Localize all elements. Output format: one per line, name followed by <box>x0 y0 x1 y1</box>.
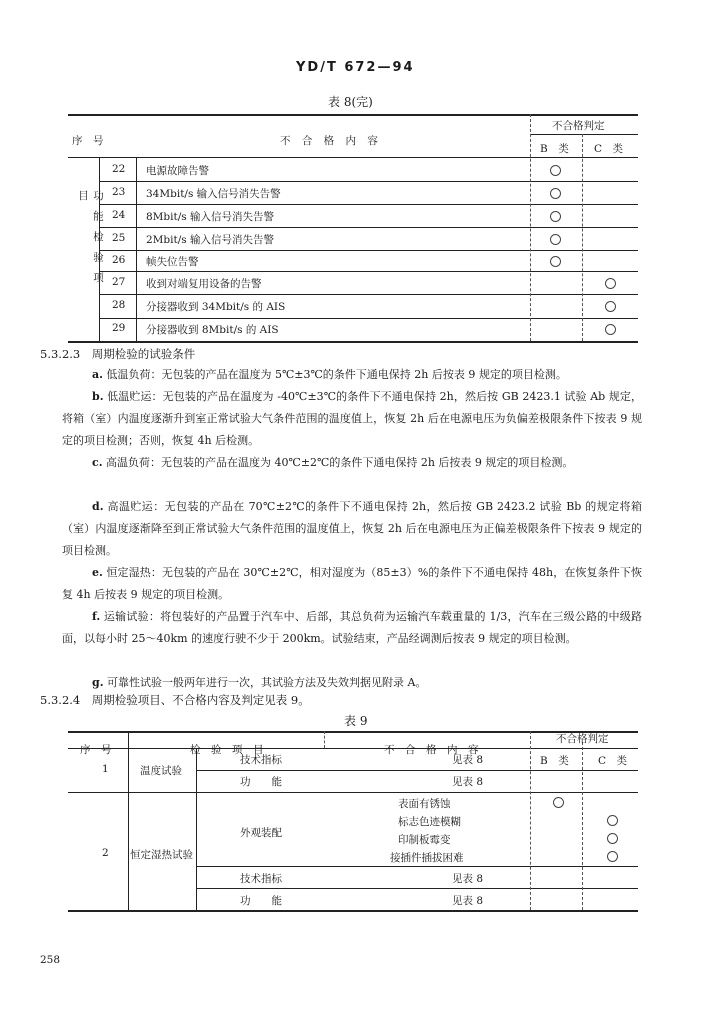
table9-col-no: 序 号 <box>80 744 112 756</box>
b-class-mark-icon <box>553 797 564 808</box>
table8-row-content: 电源故障告警 <box>146 165 209 177</box>
para-d: d. 高温贮运：无包装的产品在 70℃±2℃的条件下不通电保持 2h，然后按 GB 2423.2 试验 Bb 的规定将箱（室）内温度逐渐降至到正常试验大气条件范围的温度值上，恢复 2h 后在电源电压为正偏差极限条件下按表 9 规定的项目检测。 <box>62 500 642 557</box>
table8-col-judge: 不合格判定 <box>552 120 605 132</box>
page-number: 258 <box>40 954 61 966</box>
table9-col-judge: 不合格判定 <box>556 733 609 745</box>
table9-col-c: C 类 <box>598 755 628 767</box>
table8-row-no: 29 <box>112 322 126 334</box>
table9-row1-sub2-ref: 见表 8 <box>452 776 484 788</box>
table8-row-content: 2Mbit/s 输入信号消失告警 <box>146 234 274 246</box>
para-b: b. 低温贮运：无包装的产品在温度为 -40℃±3℃的条件下不通电保持 2h，然后按 GB 2423.1 试验 Ab 规定，将箱（室）内温度逐渐升到室正常试验大气条件范围的温度值上，恢复 2h 后在电源电压为负偏差极限条件下按表 9 规定的项目检测；否则，恢复 4h 后检测。 <box>62 390 642 447</box>
table9-row2-sub2-ref: 见表 8 <box>452 873 484 885</box>
c-class-mark-icon <box>607 851 618 862</box>
document-header: YD/T 672—94 <box>296 60 415 75</box>
table9-caption: 表 9 <box>344 714 368 728</box>
table8-row-content: 34Mbit/s 输入信号消失告警 <box>146 188 281 200</box>
table8-row-content: 分接器收到 34Mbit/s 的 AIS <box>146 301 286 313</box>
para-f: f. 运输试验：将包装好的产品置于汽车中、后部，其总负荷为运输汽车载重量的 1/3，汽车在三级公路的中级路面，以每小时 25～40km 的速度行驶不少于 200km。试验结束，产品经调测后按表 9 规定的项目检测。 <box>62 610 642 645</box>
table8-row-no: 23 <box>112 186 126 198</box>
table9-row2-detail: 标志色迹模糊 <box>398 816 461 828</box>
c-class-mark-icon <box>607 815 618 826</box>
table9-col-item: 检 验 项 目 <box>190 744 264 756</box>
table8-row-content: 分接器收到 8Mbit/s 的 AIS <box>146 324 279 336</box>
table8-row-no: 22 <box>112 163 126 175</box>
table9-row1-item: 温度试验 <box>140 765 182 777</box>
table8-col-b: B 类 <box>540 143 569 155</box>
table8-caption: 表 8(完) <box>328 95 373 109</box>
table9-row2-detail: 接插件插拔困难 <box>390 852 464 864</box>
table8-col-c: C 类 <box>594 143 624 155</box>
table8-row-content: 8Mbit/s 输入信号消失告警 <box>146 211 274 223</box>
table9-col-b: B 类 <box>540 755 569 767</box>
table8-row-no: 24 <box>112 209 126 221</box>
table9-row1-sub2: 功 能 <box>240 776 282 788</box>
table9-row2-sub3: 功 能 <box>240 895 282 907</box>
table8-row-no: 26 <box>112 254 126 266</box>
para-g: g. 可靠性试验一般两年进行一次，其试验方法及失效判据见附录 A。 <box>92 676 427 689</box>
table9-row2-detail: 印制板霉变 <box>398 834 451 846</box>
section-5323-title: 5.3.2.3 周期检验的试验条件 <box>40 347 196 361</box>
table8-col-no: 序 号 <box>72 135 104 147</box>
table9-row2-detail: 表面有锈蚀 <box>398 798 451 810</box>
para-a: a. 低温负荷：无包装的产品在温度为 5℃±3℃的条件下通电保持 2h 后按表 9 规定的项目检测。 <box>92 368 567 381</box>
para-e: e. 恒定湿热：无包装的产品在 30℃±2℃，相对湿度为（85±3）%的条件下不通电保持 48h，在恢复条件下恢复 4h 后按表 9 规定的项目检测。 <box>62 566 642 601</box>
table9-row2-sub3-ref: 见表 8 <box>452 895 484 907</box>
table8-row-no: 28 <box>112 299 126 311</box>
table9-row2-sub1: 外观装配 <box>240 827 282 839</box>
table8-row-no: 25 <box>112 232 126 244</box>
table8-row-content: 收到对端复用设备的告警 <box>146 278 262 290</box>
table9-row1-sub1: 技术指标 <box>240 754 282 766</box>
table8-group-label: 功能检验项目 <box>77 190 104 293</box>
table8-row-content: 帧失位告警 <box>146 256 199 268</box>
table9-row2-item: 恒定湿热试验 <box>130 849 193 861</box>
section-5324-title: 5.3.2.4 周期检验项目、不合格内容及判定见表 9。 <box>40 693 310 707</box>
table8-row-no: 27 <box>112 276 126 288</box>
c-class-mark-icon <box>607 833 618 844</box>
table9-col-content: 不 合 格 内 容 <box>384 744 479 756</box>
table9-row1-sub1-ref: 见表 8 <box>452 754 484 766</box>
para-c: c. 高温负荷：无包装的产品在温度为 40℃±2℃的条件下通电保持 2h 后按表 9 规定的项目检测。 <box>92 456 574 469</box>
table9-row2-sub2: 技术指标 <box>240 873 282 885</box>
table8-col-content: 不 合 格 内 容 <box>280 135 382 147</box>
table9-row2-no: 2 <box>102 847 109 859</box>
table9-row1-no: 1 <box>102 763 109 775</box>
